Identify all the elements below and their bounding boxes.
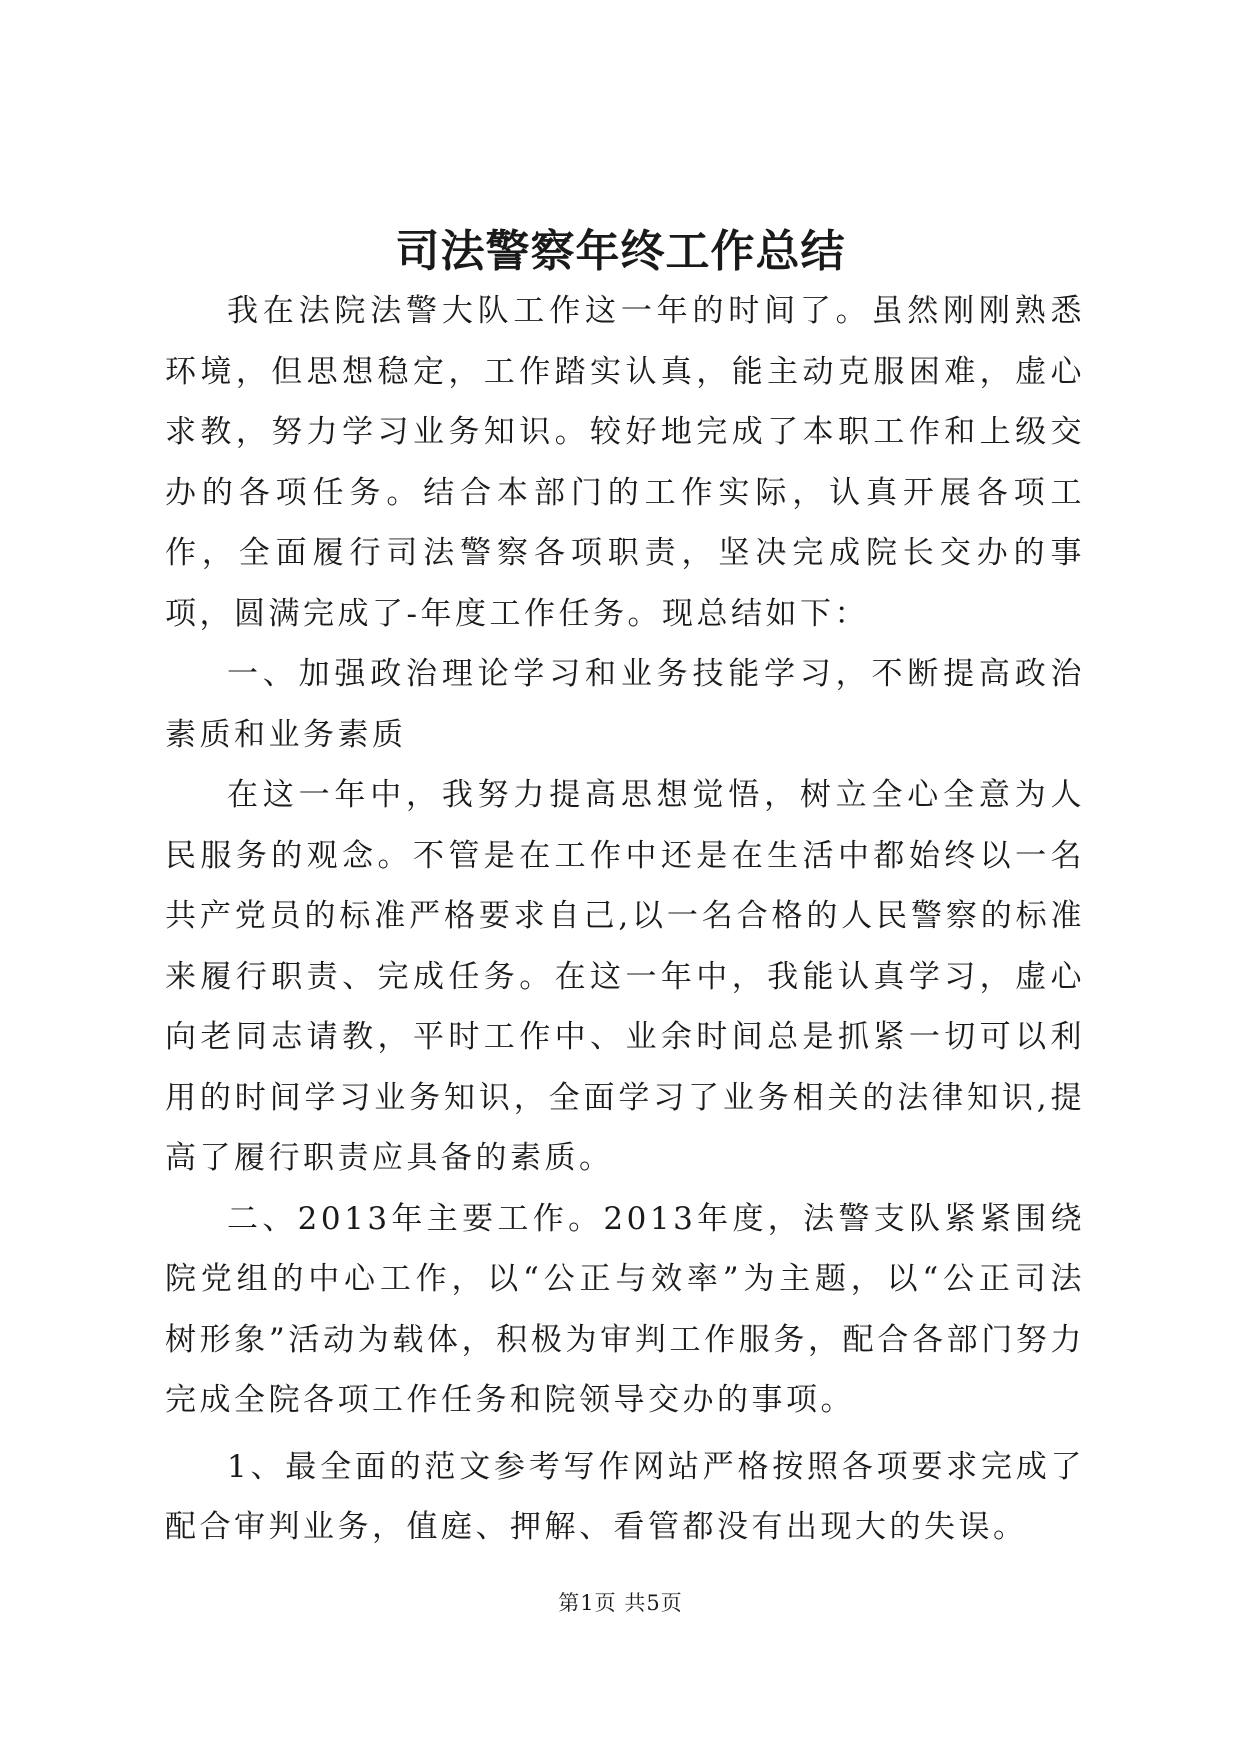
document-title: 司法警察年终工作总结 — [395, 226, 846, 277]
paragraph-section-2: 二、2013年主要工作。2013年度，法警支队紧紧围绕院党组的中心工作，以“公正与效率”为主题，以“公正司法树形象”活动为载体，积极为审判工作服务，配合各部门努力完成全院各项工作任务和院领导交办的事项。 — [165, 1200, 1085, 1418]
document-body — [165, 281, 1085, 1558]
paragraph-item-1: 1、最全面的范文参考写作网站严格按照各项要求完成了配合审判业务，值庭、押解、看管都没有出现大的失误。 — [165, 1448, 1085, 1545]
paragraph-intro: 我在法院法警大队工作这一年的时间了。虽然刚刚熟悉环境，但思想稳定，工作踏实认真，能主动克服困难，虚心求教，努力学习业务知识。较好地完成了本职工作和上级交办的各项任务。结合本部门的工作实际，认真开展各项工作，全面履行司法警察各项职责，坚决完成院长交办的事项，圆满完成了-年度工作任务。现总结如下： — [165, 293, 1085, 632]
page-number-footer: 第1页 共5页 — [558, 1591, 683, 1615]
paragraph-section-1-body: 在这一年中，我努力提高思想觉悟，树立全心全意为人民服务的观念。不管是在工作中还是在生活中都始终以一名共产党员的标准严格要求自己,以一名合格的人民警察的标准来履行职责、完成任务。在这一年中，我能认真学习，虚心向老同志请教，平时工作中、业余时间总是抓紧一切可以利用的时间学习业务知识，全面学习了业务相关的法律知识,提高了履行职责应具备的素质。 — [165, 777, 1085, 1176]
paragraph-section-1-heading: 一、加强政治理论学习和业务技能学习，不断提高政治素质和业务素质 — [165, 656, 1085, 753]
